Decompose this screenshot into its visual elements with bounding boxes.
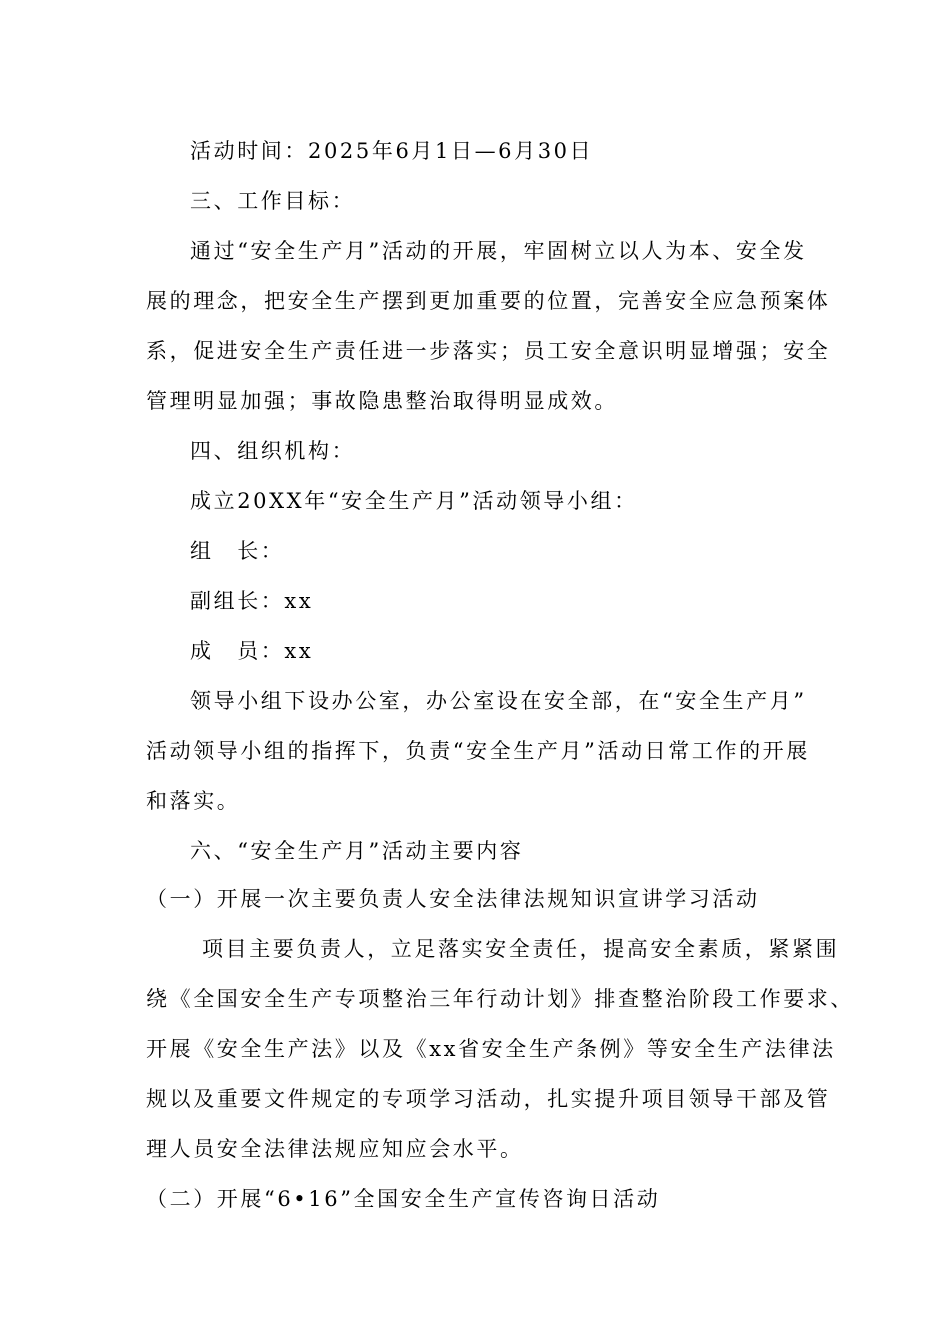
section-heading-main-content: 六、“安全生产月”活动主要内容 xyxy=(190,839,524,863)
subheading-1: （一）开展一次主要负责人安全法律法规知识宣讲学习活动 xyxy=(146,887,760,911)
section-heading-goals: 三、工作目标： xyxy=(190,189,356,213)
office-paragraph-line-2: 活动领导小组的指挥下，负责“安全生产月”活动日常工作的开展 xyxy=(146,739,810,763)
section-heading-organization: 四、组织机构： xyxy=(190,439,356,463)
study-paragraph-line-5: 理人员安全法律法规应知应会水平。 xyxy=(146,1137,524,1161)
study-paragraph-line-4: 规以及重要文件规定的专项学习活动，扎实提升项目领导干部及管 xyxy=(146,1087,831,1111)
goals-paragraph-line-3: 系，促进安全生产责任进一步落实；员工安全意识明显增强；安全 xyxy=(146,339,831,363)
study-paragraph-line-2: 绕《全国安全生产专项整治三年行动计划》排查整治阶段工作要求、 xyxy=(146,987,854,1011)
subheading-2: （二）开展“6•16”全国安全生产宣传咨询日活动 xyxy=(146,1187,661,1211)
activity-time-line: 活动时间：2025年6月1日—6月30日 xyxy=(190,139,594,163)
leader-line: 组 长： xyxy=(190,539,285,563)
study-paragraph-line-1: 项目主要负责人，立足落实安全责任，提高安全素质，紧紧围 xyxy=(202,937,840,961)
office-paragraph-line-3: 和落实。 xyxy=(146,789,241,813)
goals-paragraph-line-2: 展的理念，把安全生产摆到更加重要的位置，完善安全应急预案体 xyxy=(146,289,831,313)
goals-paragraph-line-4: 管理明显加强；事故隐患整治取得明显成效。 xyxy=(146,389,618,413)
leadership-group-line: 成立20XX年“安全生产月”活动领导小组： xyxy=(190,489,638,513)
goals-paragraph-line-1: 通过“安全生产月”活动的开展，牢固树立以人为本、安全发 xyxy=(190,239,807,263)
office-paragraph-line-1: 领导小组下设办公室，办公室设在安全部，在“安全生产月” xyxy=(190,689,807,713)
study-paragraph-line-3: 开展《安全生产法》以及《xx省安全生产条例》等安全生产法律法 xyxy=(146,1037,836,1061)
deputy-leader-line: 副组长：xx xyxy=(190,589,314,613)
members-line: 成 员：xx xyxy=(190,639,314,663)
